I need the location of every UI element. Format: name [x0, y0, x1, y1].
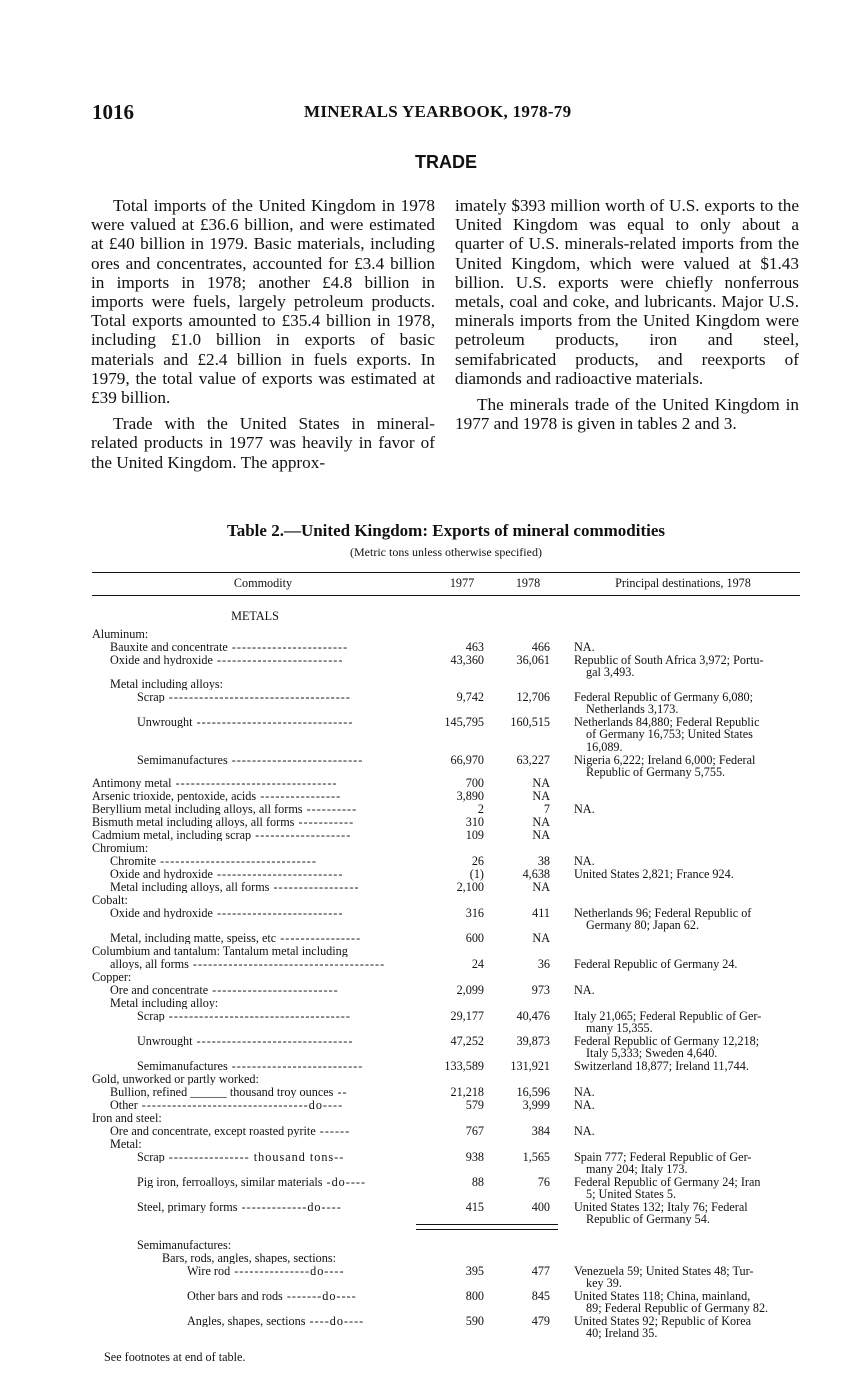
row-label — [92, 932, 436, 944]
dot-leader: -- — [333, 1086, 348, 1099]
dot-leader: -------------------------- — [227, 1060, 364, 1073]
destinations-line: United States 132; Italy 76; Federal — [574, 1200, 748, 1214]
destinations-line: Nigeria 6,222; Ireland 6,000; Federal — [574, 753, 756, 767]
dot-leader: ---------------do---- — [230, 1265, 345, 1278]
value-1978: 160,515 — [510, 715, 550, 729]
body-column-right — [455, 196, 799, 440]
row-label-text: Semimanufactures: — [137, 1239, 232, 1252]
row-label-text: Unwrought — [137, 716, 193, 729]
value-1978: NA — [532, 828, 550, 842]
value-1977: 2,100 — [456, 880, 484, 894]
dot-leader: -------do---- — [282, 1290, 357, 1303]
destinations-line: 89; Federal Republic of Germany 82. — [586, 1301, 769, 1316]
row-label-text: Bauxite and concentrate — [110, 641, 228, 654]
row-label-text: Metal: — [110, 1138, 142, 1151]
row-label — [92, 1151, 463, 1163]
dot-leader: ----do---- — [305, 1315, 365, 1328]
destinations-line: Federal Republic of Germany 24; Iran — [574, 1175, 761, 1189]
destinations-line: many 204; Italy 173. — [586, 1162, 688, 1177]
row-label-text: Oxide and hydroxide — [110, 907, 213, 920]
value-1977: 590 — [465, 1314, 484, 1328]
value-1977: 463 — [465, 640, 484, 654]
row-label-text: Metal including alloys, all forms — [110, 881, 270, 894]
value-1977: 66,970 — [450, 753, 484, 767]
value-1978: 479 — [531, 1314, 550, 1328]
row-label — [92, 716, 463, 728]
row-label-text: Other — [110, 1099, 138, 1112]
destinations — [574, 716, 802, 753]
value-1978: 4,638 — [522, 867, 550, 881]
row-label — [92, 1239, 463, 1251]
destinations — [574, 855, 802, 867]
destinations-line: Italy 21,065; Federal Republic of Ger- — [574, 1009, 762, 1023]
value-1978: 3,999 — [522, 1098, 550, 1112]
destinations-line: United States 118; China, mainland, — [574, 1289, 751, 1303]
row-label-text: Bismuth metal including alloys, all forms — [92, 816, 295, 829]
table-header — [92, 572, 800, 596]
destinations — [574, 1099, 802, 1111]
dot-leader: ---------------- thousand tons-- — [164, 1151, 345, 1164]
row-label-text: Bars, rods, angles, shapes, sections: — [162, 1252, 336, 1265]
row-label-text: Oxide and hydroxide — [110, 654, 213, 667]
paragraph: Trade with the United States in mineral-related products in 1977 was heavily in favor of the United Kingdom. The approx- — [91, 414, 435, 472]
destinations-line: Netherlands 3,173. — [586, 702, 679, 717]
destinations-line: Italy 5,333; Sweden 4,640. — [586, 1046, 718, 1061]
destinations — [574, 691, 802, 716]
value-1978: 12,706 — [516, 690, 550, 704]
row-label — [92, 1112, 418, 1124]
double-rule — [416, 1224, 558, 1230]
value-1978: NA — [532, 880, 550, 894]
row-label — [92, 894, 418, 906]
row-label — [92, 1060, 463, 1072]
destinations-line: Republic of Germany 5,755. — [586, 765, 726, 780]
table-title: Table 2.—United Kingdom: Exports of mineral commodities — [226, 521, 666, 540]
destinations — [574, 1060, 802, 1072]
destinations-line: gal 3,493. — [586, 665, 635, 680]
destinations-line: NA. — [574, 640, 595, 654]
row-label — [92, 1035, 463, 1047]
row-label — [92, 641, 436, 653]
destinations — [574, 803, 802, 815]
dot-leader: ---------------- — [276, 932, 362, 945]
row-label-text: Other bars and rods — [187, 1290, 283, 1303]
dot-leader: ------------------------- — [212, 868, 344, 881]
row-label-text: Bullion, refined ______ thousand troy ounces — [110, 1086, 334, 1099]
value-1977: 316 — [465, 906, 484, 920]
row-label-text: Ore and concentrate — [110, 984, 209, 997]
destinations-line: NA. — [574, 854, 595, 868]
row-label-text: Antimony metal — [92, 777, 172, 790]
value-1977: 579 — [465, 1098, 484, 1112]
row-label — [92, 829, 418, 841]
running-title: MINERALS YEARBOOK, 1978-79 — [304, 102, 572, 121]
dot-leader: -------------do---- — [237, 1201, 342, 1214]
value-1978: 973 — [531, 983, 550, 997]
dot-leader: -do---- — [322, 1176, 367, 1189]
dot-leader: ----------------------- — [227, 641, 349, 654]
destinations-line: Venezuela 59; United States 48; Tur- — [574, 1264, 754, 1278]
paragraph: Total imports of the United Kingdom in 1978 were valued at £36.6 billion, and were estimated at £40 billion in 1979. Basic materials, including ores and concentrates, accounted for £3.4 billion in imports in 1978; another £4.8 billion in imports were fuels, largely petroleum products. Total exports amounted to £35.4 billion in 1978, including £1.0 billion in exports of basic materials and £2.4 billion in fuels exports. In 1979, the total value of exports was estimated at £39 billion. — [91, 196, 435, 408]
row-label-text: Metal including alloy: — [110, 997, 219, 1010]
dot-leader: ------------------- — [251, 829, 352, 842]
destinations-line: Republic of Germany 54. — [586, 1212, 710, 1227]
value-1977: 47,252 — [450, 1034, 484, 1048]
row-label-text: Arsenic trioxide, pentoxide, acids — [92, 790, 257, 803]
destinations-line: United States 2,821; France 924. — [574, 867, 734, 881]
row-label — [92, 777, 418, 789]
value-1977: 109 — [465, 828, 484, 842]
value-1977: 2 — [477, 802, 484, 816]
value-1978: 76 — [537, 1175, 550, 1189]
row-label — [92, 628, 418, 640]
destinations-line: Federal Republic of Germany 6,080; — [574, 690, 754, 704]
value-1977: 29,177 — [450, 1009, 484, 1023]
paragraph: The minerals trade of the United Kingdom in 1977 and 1978 is given in tables 2 and 3. — [455, 395, 799, 434]
destinations — [574, 1151, 802, 1176]
column-header-1978: 1978 — [515, 576, 541, 590]
value-1977: 938 — [465, 1150, 484, 1164]
dot-leader: ---------- — [302, 803, 358, 816]
row-label-text: Copper: — [92, 971, 132, 984]
value-1978: 36,061 — [516, 653, 550, 667]
row-label: METALS — [231, 610, 279, 623]
value-1977: 600 — [465, 931, 484, 945]
row-label-text: Scrap — [137, 691, 165, 704]
destinations — [574, 641, 802, 653]
dot-leader: ----------- — [294, 816, 355, 829]
row-label — [92, 997, 436, 1009]
row-label-text: Metal, including matte, speiss, etc — [110, 932, 277, 945]
row-label-text: alloys, all forms — [110, 958, 189, 971]
destinations-line: NA. — [574, 1098, 595, 1112]
dot-leader: ----------------- — [269, 881, 360, 894]
row-label-text: Beryllium metal including alloys, all forms — [92, 803, 303, 816]
destinations-line: many 15,355. — [586, 1021, 653, 1036]
value-1978: 477 — [531, 1264, 550, 1278]
destinations — [574, 1315, 802, 1340]
destinations — [574, 1086, 802, 1098]
row-label-text: Iron and steel: — [92, 1112, 162, 1125]
row-label — [92, 1086, 436, 1098]
destinations — [574, 1010, 802, 1035]
value-1978: 845 — [531, 1289, 550, 1303]
row-label — [92, 654, 436, 666]
paragraph: imately $393 million worth of U.S. exports to the United Kingdom was equal to only about a quarter of U.S. minerals-related imports from the United Kingdom, which were valued at $1.43 billion. U.S. exports were chiefly nonferrous metals, coal and coke, and lubricants. Major U.S. minerals imports from the United Kingdom were petroleum products, iron and steel, semifabricated products, and reexports of diamonds and radioactive materials. — [455, 196, 799, 388]
destinations — [574, 1035, 802, 1060]
section-title: TRADE — [415, 152, 477, 172]
value-1978: 40,476 — [516, 1009, 550, 1023]
dot-leader: ------------------------------- — [192, 716, 354, 729]
value-1977: (1) — [469, 867, 484, 881]
row-label — [92, 691, 463, 703]
destinations-line: Spain 777; Federal Republic of Ger- — [574, 1150, 752, 1164]
value-1978: 384 — [531, 1124, 550, 1138]
row-label — [92, 971, 418, 983]
destinations-line: Germany 80; Japan 62. — [586, 918, 700, 933]
value-1977: 145,795 — [444, 715, 484, 729]
destinations-line: Switzerland 18,877; Ireland 11,744. — [574, 1059, 749, 1073]
row-label — [92, 945, 418, 957]
value-1977: 2,099 — [456, 983, 484, 997]
destinations-line: NA. — [574, 983, 595, 997]
dot-leader: ---------------- — [256, 790, 342, 803]
destinations — [574, 754, 802, 779]
destinations-line: NA. — [574, 802, 595, 816]
row-label-text: Unwrought — [137, 1035, 193, 1048]
row-label-text: Semimanufactures — [137, 1060, 228, 1073]
row-label-text: Gold, unworked or partly worked: — [92, 1073, 259, 1086]
value-1977: 24 — [471, 957, 484, 971]
destinations-line: Federal Republic of Germany 12,218; — [574, 1034, 760, 1048]
row-label — [92, 678, 436, 690]
destinations — [574, 1290, 802, 1315]
page-header — [92, 100, 802, 128]
row-label-text: Wire rod — [187, 1265, 231, 1278]
row-label — [92, 984, 436, 996]
destinations-line: Federal Republic of Germany 24. — [574, 957, 738, 971]
destinations — [574, 654, 802, 679]
dot-leader: ------------------------- — [212, 654, 344, 667]
value-1977: 21,218 — [450, 1085, 484, 1099]
row-label-text: Columbium and tantalum: Tantalum metal including — [92, 945, 348, 958]
row-label-text: Cobalt: — [92, 894, 128, 907]
dot-leader: ------------------------------------ — [164, 691, 351, 704]
row-label — [92, 1010, 463, 1022]
value-1978: 36 — [537, 957, 550, 971]
destinations — [574, 984, 802, 996]
value-1977: 700 — [465, 776, 484, 790]
row-label — [92, 1073, 418, 1085]
row-label — [92, 842, 418, 854]
destinations-line: Netherlands 96; Federal Republic of — [574, 906, 752, 920]
row-label-text: Semimanufactures — [137, 754, 228, 767]
row-label-text: Metal including alloys: — [110, 678, 224, 691]
value-1977: 133,589 — [444, 1059, 484, 1073]
dot-leader: ------------------------------- — [192, 1035, 354, 1048]
destinations — [574, 1265, 802, 1290]
value-1978: NA — [532, 789, 550, 803]
value-1977: 43,360 — [450, 653, 484, 667]
destinations — [574, 907, 802, 932]
row-label-text: Scrap — [137, 1010, 165, 1023]
value-1978: 1,565 — [522, 1150, 550, 1164]
value-1978: 63,227 — [516, 753, 550, 767]
row-label — [92, 958, 436, 970]
value-1978: 39,873 — [516, 1034, 550, 1048]
destinations-line: 16,089. — [586, 739, 623, 754]
row-label — [92, 855, 436, 867]
destinations — [574, 1201, 802, 1226]
row-label — [92, 1099, 436, 1111]
row-label — [92, 1125, 436, 1137]
row-label — [92, 868, 436, 880]
value-1978: NA — [532, 815, 550, 829]
dot-leader: -------------------------------------- — [188, 958, 386, 971]
row-label — [92, 881, 436, 893]
row-label — [92, 790, 418, 802]
value-1977: 88 — [471, 1175, 484, 1189]
destinations-line: Republic of South Africa 3,972; Portu- — [574, 653, 764, 667]
row-label-text: Chromium: — [92, 842, 149, 855]
value-1978: 400 — [531, 1200, 550, 1214]
dot-leader: ------------------------- — [212, 907, 344, 920]
row-label — [92, 803, 418, 815]
dot-leader: -------------------------------- — [171, 777, 338, 790]
value-1978: 411 — [532, 906, 550, 920]
destinations-line: 5; United States 5. — [586, 1187, 677, 1202]
table-subtitle: (Metric tons unless otherwise specified) — [350, 545, 542, 559]
destinations-line: key 39. — [586, 1276, 622, 1291]
row-label-text: Angles, shapes, sections — [187, 1315, 306, 1328]
value-1977: 26 — [471, 854, 484, 868]
dot-leader: ---------------------------------do---- — [137, 1099, 344, 1112]
exports-table — [92, 572, 800, 1341]
footnote: See footnotes at end of table. — [104, 1350, 246, 1364]
destinations-line: NA. — [574, 1124, 595, 1138]
value-1977: 3,890 — [456, 789, 484, 803]
row-label — [92, 907, 436, 919]
row-label-text: Oxide and hydroxide — [110, 868, 213, 881]
dot-leader: ------------------------------- — [156, 855, 317, 868]
value-1977: 415 — [465, 1200, 484, 1214]
row-label — [92, 1176, 463, 1188]
column-header-commodity: Commodity — [233, 576, 293, 590]
destinations-line: Netherlands 84,880; Federal Republic — [574, 715, 760, 729]
value-1978: 38 — [537, 854, 550, 868]
value-1978: NA — [532, 931, 550, 945]
row-label-text: Aluminum: — [92, 628, 149, 641]
row-label-text: Chromite — [110, 855, 157, 868]
row-label-text: Steel, primary forms — [137, 1201, 238, 1214]
destinations — [574, 1125, 802, 1137]
destinations-line: United States 92; Republic of Korea — [574, 1314, 752, 1328]
value-1978: NA — [532, 776, 550, 790]
value-1977: 800 — [465, 1289, 484, 1303]
column-header-destinations: Principal destinations, 1978 — [615, 576, 751, 590]
value-1977: 310 — [465, 815, 484, 829]
destinations-line: of Germany 16,753; United States — [586, 727, 753, 742]
column-header-1977: 1977 — [449, 576, 475, 590]
row-label — [92, 1138, 436, 1150]
destinations-line: NA. — [574, 1085, 595, 1099]
row-label — [92, 816, 418, 828]
value-1978: 7 — [543, 802, 550, 816]
row-label — [92, 1252, 488, 1264]
value-1978: 16,596 — [516, 1085, 550, 1099]
value-1978: 131,921 — [510, 1059, 550, 1073]
dot-leader: ------------------------- — [208, 984, 339, 997]
value-1977: 767 — [465, 1124, 484, 1138]
destinations — [574, 1176, 802, 1201]
page-number: 1016 — [92, 100, 134, 124]
destinations — [574, 958, 802, 970]
value-1977: 9,742 — [456, 690, 484, 704]
dot-leader: ------------------------------------ — [164, 1010, 351, 1023]
dot-leader: ------ — [315, 1125, 351, 1138]
destinations-line: 40; Ireland 35. — [586, 1326, 658, 1341]
body-column-left — [91, 196, 435, 479]
value-1978: 466 — [531, 640, 550, 654]
row-label-text: Pig iron, ferroalloys, similar materials — [137, 1176, 323, 1189]
row-label — [92, 1201, 463, 1213]
row-label — [92, 754, 463, 766]
row-label-text: Ore and concentrate, except roasted pyrite — [110, 1125, 316, 1138]
destinations — [574, 868, 802, 880]
value-1977: 395 — [465, 1264, 484, 1278]
dot-leader: -------------------------- — [227, 754, 364, 767]
row-label-text: Scrap — [137, 1151, 165, 1164]
row-label-text: Cadmium metal, including scrap — [92, 829, 252, 842]
